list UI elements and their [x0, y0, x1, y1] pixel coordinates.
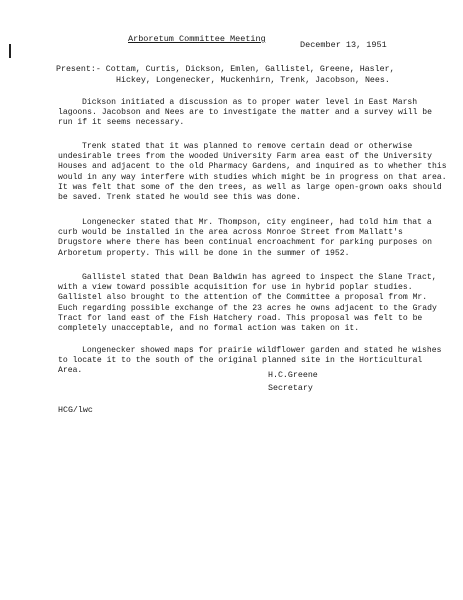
- margin-mark: [9, 44, 11, 58]
- paragraph-2-text: Trenk stated that it was planned to remove certain dead or otherwise undesirable trees from the wooded University Farm area east of the University Houses and adjacent to the old Pharmacy Gardens, and inquired as to whether this would in any way interfere with studies which might be in progress on that area. It was felt that some of the den trees, as well as large open-grown oaks should be saved. Trenk stated he would see this was done.: [58, 142, 447, 203]
- paragraph-4: [58, 273, 448, 334]
- document-date: December 13, 1951: [300, 40, 387, 50]
- attendees-label: Present:-: [56, 65, 101, 74]
- paragraph-3-text: Longenecker stated that Mr. Thompson, city engineer, had told him that a curb would be installed in the area across Monroe Street from Mallatt's Drugstore where there has been continual encroachment for parking purposes on Arboretum property. This will be done in the summer of 1952.: [58, 218, 432, 258]
- paragraph-5-text: Longenecker showed maps for prairie wildflower garden and stated he wishes to locate it to the south of the original planned site in the Horticultural Area.: [58, 346, 442, 376]
- signature-title: Secretary: [268, 384, 313, 393]
- attendees: [56, 64, 451, 86]
- typist-initials: HCG/lwc: [58, 406, 93, 415]
- paragraph-5: [58, 346, 448, 377]
- paragraph-1: [58, 98, 448, 129]
- attendees-line-2: Hickey, Longenecker, Muckenhirn, Trenk, Jacobson, Nees.: [116, 76, 390, 85]
- attendees-line-1: Cottam, Curtis, Dickson, Emlen, Gallistel, Greene, Hasler,: [105, 65, 395, 74]
- signature-name: H.C.Greene: [268, 371, 318, 380]
- paragraph-3: [58, 218, 448, 259]
- paragraph-4-text: Gallistel stated that Dean Baldwin has agreed to inspect the Slane Tract, with a view toward possible acquisition for use in hybrid poplar studies. Gallistel also brought to the attention of the Committee a proposal from Mr. Euch regarding possible exchange of the 23 acres he owns adjacent to the Grady Tract for land east of the Fish Hatchery road. This proposal was felt to be completely unacceptable, and no formal action was taken on it.: [58, 273, 437, 334]
- paragraph-1-text: Dickson initiated a discussion as to proper water level in East Marsh lagoons. Jacobson and Nees are to investigate the matter and a survey will be run if it seems necessary.: [58, 98, 432, 128]
- paragraph-2: [58, 142, 448, 203]
- document-title: Arboretum Committee Meeting: [128, 34, 266, 44]
